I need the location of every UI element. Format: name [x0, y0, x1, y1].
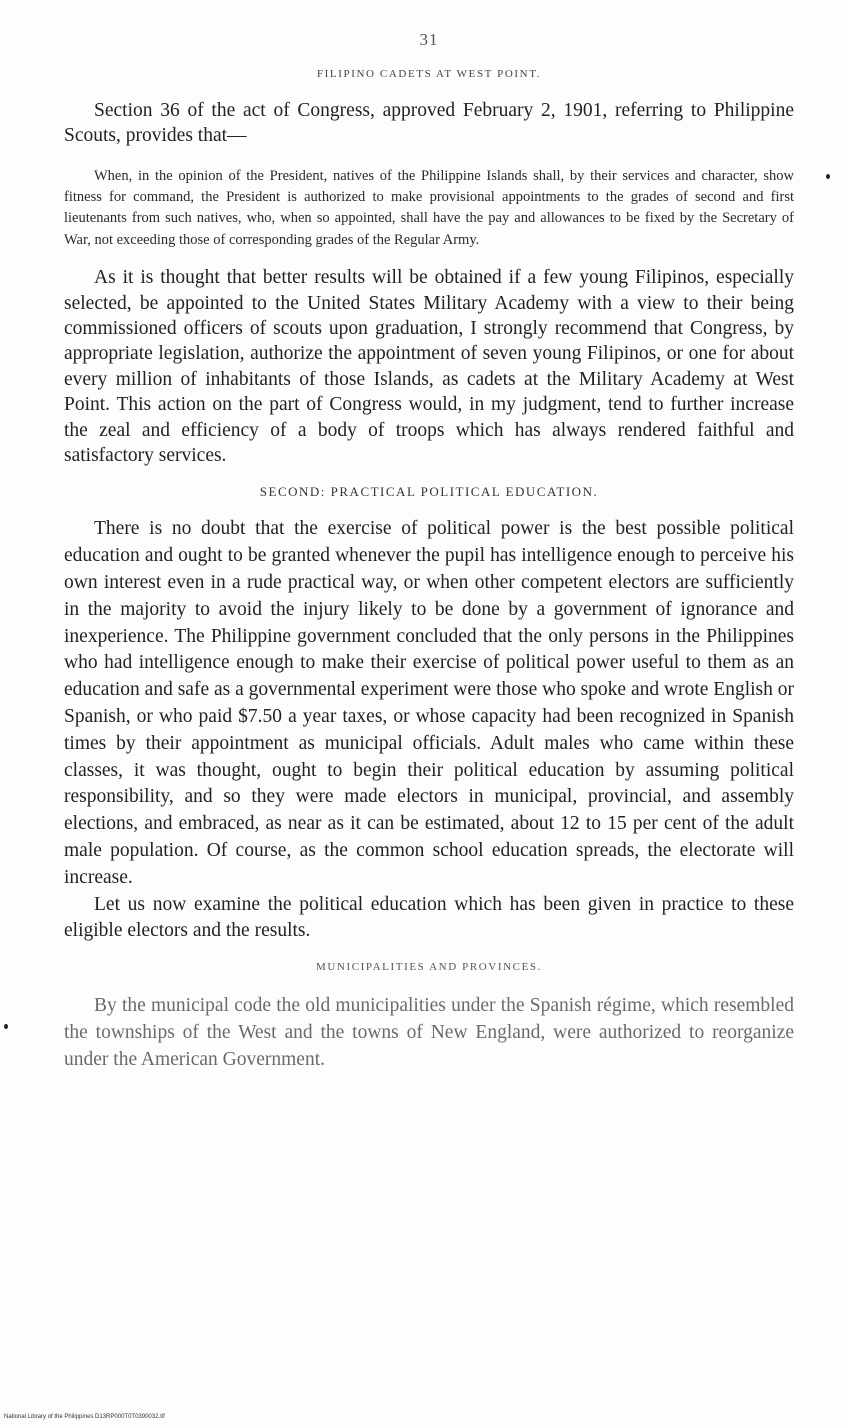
paragraph-examine: Let us now examine the political education which has been given in practice to these eligible electors and the results. — [64, 893, 794, 942]
section-heading-second: SECOND: PRACTICAL POLITICAL EDUCATION. — [259, 484, 599, 500]
paragraph-political-education: There is no doubt that the exercise of political power is the best possible political education and ought to be granted whenever the pupil has intelligence enough to perceive his own interest even in a rude practical way, or when other competent electors are sufficiently in the majority to avoid the injury likely to be done by a government of ignorance and inexperience. The Philippine government concluded that the only persons in the Philippines who had intelligence enough to make their exercise of political power useful to them as an education and safe as a governmental experiment were those who spoke and wrote English or Spanish, or who paid $7.50 a year taxes, or whose capacity had been recognized in Spanish times by their appointment as municipal officials. Adult males who came within these classes, it was thought, ought to begin their political education by assuming political responsibility, and so they were made electors in municipal, provincial, and assembly elections, and embraced, as near as it can be estimated, about 12 to 15 per cent of the adult male population. Of course, as the common school education spreads, the electorate will increase. — [64, 518, 794, 888]
scan-speck — [4, 1024, 8, 1029]
paragraph-recommendation: As it is thought that better results will be obtained if a few young Filipinos, especially selected, be appointed to the United States Military Academy with a view to their being commissioned officers of scouts upon graduation, I strongly recommend that Congress, by appropriate legislation, authorize the appointment of seven young Filipinos, or one for about every million of inhabitants of those Islands, as cadets at the Military Academy at West Point. This action on the part of Congress would, in my judgment, tend to further increase the zeal and efficiency of a body of troops which has always rendered faithful and satisfactory services. — [64, 267, 794, 467]
section-heading-municipalities: MUNICIPALITIES AND PROVINCES. — [316, 961, 542, 974]
scan-speck — [826, 174, 830, 179]
running-head: FILIPINO CADETS AT WEST POINT. — [316, 68, 542, 80]
paragraph-intro: Section 36 of the act of Congress, approved February 2, 1901, referring to Philippine Scouts, provides that— — [64, 100, 794, 147]
page-number: 31 — [419, 30, 439, 49]
block-quote: When, in the opinion of the President, natives of the Philippine Islands shall, by their services and character, show fitness for command, the President is authorized to make provisional appointments to the grades of second and first lieutenants from such natives, who, when so appointed, shall have the pay and allowances to be fixed by the Secretary of War, not exceeding those of corresponding grades of the Regular Army. — [64, 167, 794, 248]
paragraph-municipal-code: By the municipal code the old municipalities under the Spanish régime, which resembled the townships of the West and the towns of New England, were authorized to reorganize under the American Government. — [64, 995, 794, 1070]
scan-footer: National Library of the Philippines D13RP000T0T0390032.tif — [4, 1414, 165, 1420]
document-page — [64, 30, 794, 1074]
